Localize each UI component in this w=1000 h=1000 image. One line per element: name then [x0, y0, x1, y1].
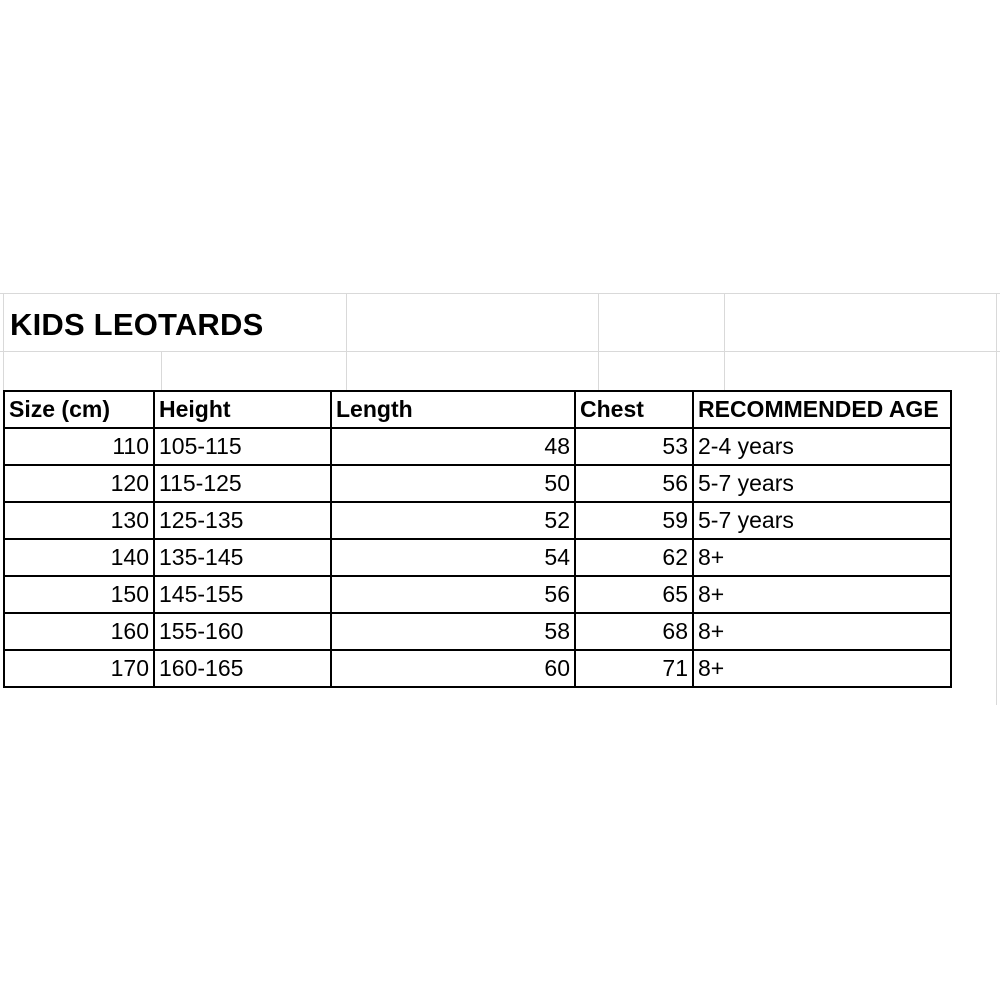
size-cell: 160	[4, 613, 154, 650]
size-chart-table	[3, 390, 952, 688]
table-row	[4, 613, 951, 650]
gridline	[724, 293, 725, 390]
height-cell: 160-165	[154, 650, 331, 687]
age-cell: 5-7 years	[693, 502, 951, 539]
table-title: KIDS LEOTARDS	[10, 307, 264, 342]
height-cell: 105-115	[154, 428, 331, 465]
table-row	[4, 539, 951, 576]
column-header-length: Length	[331, 391, 575, 428]
size-cell: 170	[4, 650, 154, 687]
header-row	[4, 391, 951, 428]
chest-cell: 56	[575, 465, 693, 502]
height-cell: 145-155	[154, 576, 331, 613]
column-header-height: Height	[154, 391, 331, 428]
size-cell: 150	[4, 576, 154, 613]
gridline	[346, 293, 347, 390]
length-cell: 52	[331, 502, 575, 539]
size-cell: 110	[4, 428, 154, 465]
table-row	[4, 650, 951, 687]
height-cell: 115-125	[154, 465, 331, 502]
table-row	[4, 502, 951, 539]
length-cell: 60	[331, 650, 575, 687]
table-row	[4, 465, 951, 502]
column-header-size: Size (cm)	[4, 391, 154, 428]
chest-cell: 59	[575, 502, 693, 539]
height-cell: 125-135	[154, 502, 331, 539]
size-cell: 130	[4, 502, 154, 539]
gridline	[3, 293, 4, 390]
age-cell: 8+	[693, 539, 951, 576]
age-cell: 8+	[693, 576, 951, 613]
length-cell: 50	[331, 465, 575, 502]
table-row	[4, 428, 951, 465]
gridline	[0, 293, 1000, 294]
chest-cell: 62	[575, 539, 693, 576]
size-chart-sheet	[0, 293, 1000, 705]
column-header-recommended-age: RECOMMENDED AGE	[693, 391, 951, 428]
size-cell: 140	[4, 539, 154, 576]
table-row	[4, 576, 951, 613]
gridline	[996, 293, 997, 705]
gridline	[161, 351, 162, 390]
age-cell: 8+	[693, 613, 951, 650]
length-cell: 54	[331, 539, 575, 576]
column-header-chest: Chest	[575, 391, 693, 428]
chest-cell: 53	[575, 428, 693, 465]
length-cell: 56	[331, 576, 575, 613]
chest-cell: 71	[575, 650, 693, 687]
height-cell: 155-160	[154, 613, 331, 650]
chest-cell: 68	[575, 613, 693, 650]
age-cell: 5-7 years	[693, 465, 951, 502]
size-cell: 120	[4, 465, 154, 502]
age-cell: 2-4 years	[693, 428, 951, 465]
length-cell: 58	[331, 613, 575, 650]
gridline	[598, 293, 599, 390]
length-cell: 48	[331, 428, 575, 465]
gridline	[0, 351, 1000, 352]
chest-cell: 65	[575, 576, 693, 613]
age-cell: 8+	[693, 650, 951, 687]
height-cell: 135-145	[154, 539, 331, 576]
